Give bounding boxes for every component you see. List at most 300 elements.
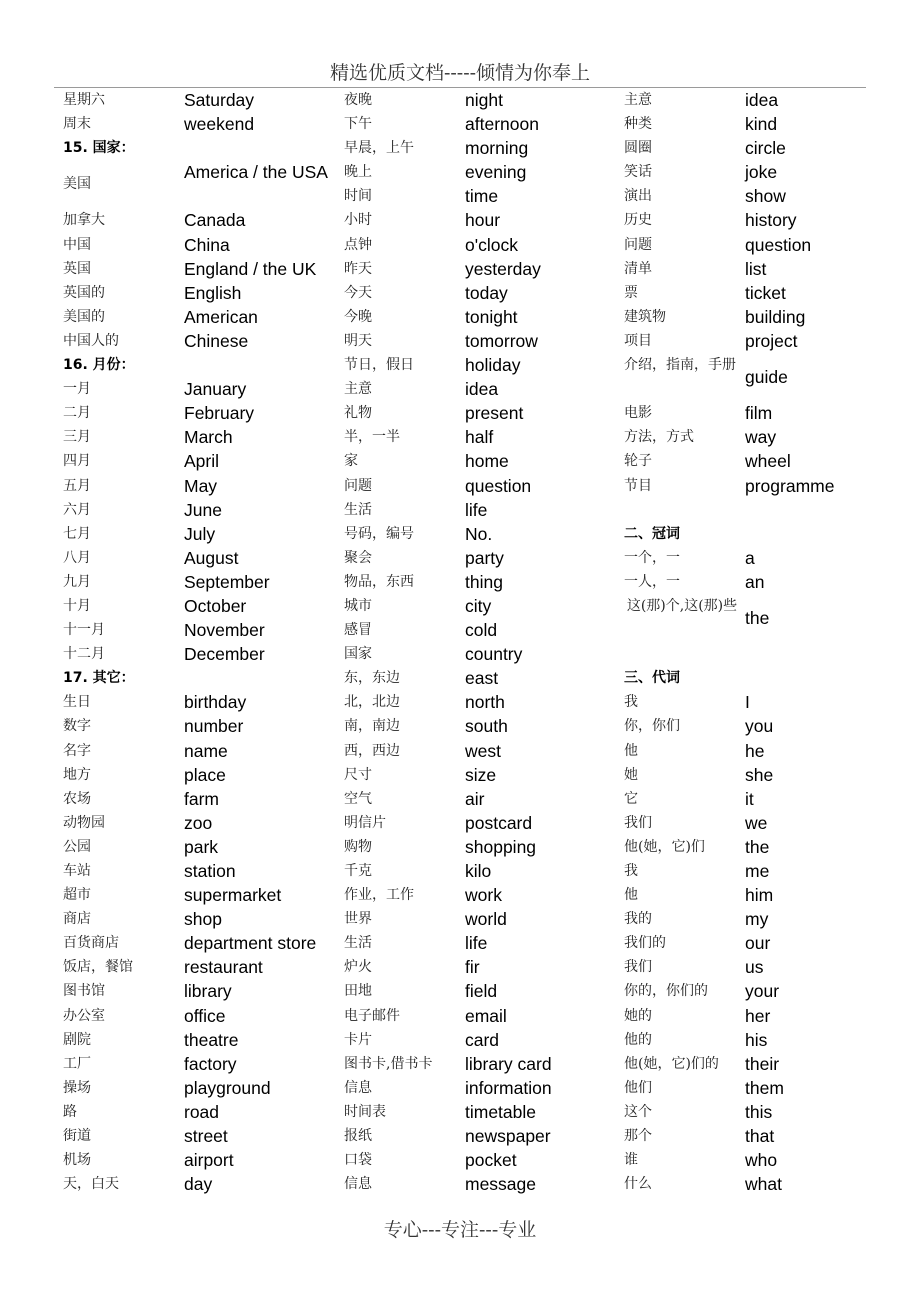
english-term: them <box>745 1077 784 1098</box>
english-term: question <box>465 475 532 496</box>
chinese-term: 信息 <box>344 1176 372 1193</box>
english-term: wheel <box>745 451 791 472</box>
vocab-row <box>344 883 624 907</box>
chinese-term: 节日，假日 <box>344 357 414 374</box>
english-term: October <box>184 595 247 616</box>
english-term: playground <box>184 1077 271 1098</box>
english-term: I <box>745 692 750 713</box>
english-term: street <box>184 1126 228 1147</box>
vocab-row <box>624 739 904 763</box>
chinese-term: 四月 <box>63 453 91 470</box>
vocab-row <box>63 208 343 232</box>
page-header: 精选优质文档-----倾情为你奉上 <box>329 62 591 84</box>
chinese-term: 十二月 <box>63 646 105 663</box>
vocab-column-1 <box>63 88 343 1196</box>
english-term: evening <box>465 162 527 183</box>
vocab-row <box>624 208 904 232</box>
english-term: half <box>465 427 494 448</box>
chinese-term: 八月 <box>63 549 91 566</box>
english-term: newspaper <box>465 1126 551 1147</box>
vocab-row <box>344 449 624 473</box>
english-term: their <box>745 1053 780 1074</box>
english-term: January <box>184 379 247 400</box>
chinese-term: 笑话 <box>624 164 652 181</box>
chinese-term: 方法，方式 <box>624 429 694 446</box>
english-term: her <box>745 1005 771 1026</box>
vocab-row <box>63 690 343 714</box>
vocab-row <box>344 859 624 883</box>
chinese-term: 炉火 <box>344 959 372 976</box>
vocab-row <box>63 642 343 666</box>
blank-row <box>624 642 904 666</box>
english-term: zoo <box>184 812 213 833</box>
chinese-term: 街道 <box>63 1128 91 1145</box>
english-term: America / the USA <box>184 162 328 183</box>
chinese-term: 中国 <box>63 236 91 253</box>
vocab-row <box>624 184 904 208</box>
vocab-row <box>63 594 343 618</box>
chinese-term: 他 <box>624 887 638 904</box>
chinese-term: 那个 <box>624 1128 652 1145</box>
chinese-term: 我们 <box>624 814 652 831</box>
english-term: him <box>745 885 774 906</box>
vocab-row <box>63 570 343 594</box>
vocab-row <box>624 955 904 979</box>
chinese-term: 周末 <box>63 116 91 133</box>
chinese-term: 谁 <box>624 1152 638 1169</box>
vocab-row <box>63 305 343 329</box>
chinese-term: 他(她，它)们 <box>624 838 705 855</box>
chinese-term: 生日 <box>63 694 91 711</box>
english-term: an <box>745 571 765 592</box>
vocab-row <box>344 88 624 112</box>
section-heading: 15. 国家： <box>63 140 135 157</box>
english-term: No. <box>465 523 493 544</box>
english-term: home <box>465 451 509 472</box>
vocab-row <box>344 690 624 714</box>
english-term: air <box>465 788 485 809</box>
chinese-term: 世界 <box>344 911 372 928</box>
vocab-row <box>624 88 904 112</box>
vocab-row <box>63 112 343 136</box>
chinese-term: 今晚 <box>344 308 372 325</box>
chinese-term: 时间表 <box>344 1103 386 1120</box>
english-term: February <box>184 403 255 424</box>
vocab-row <box>624 714 904 738</box>
english-term: we <box>745 812 768 833</box>
vocab-row <box>344 522 624 546</box>
chinese-term: 操场 <box>63 1079 91 1096</box>
vocab-row <box>344 1124 624 1148</box>
vocab-row <box>624 1004 904 1028</box>
english-term: afternoon <box>465 114 539 135</box>
chinese-term: 他(她，它)们的 <box>624 1055 719 1072</box>
section-heading-row <box>63 136 343 160</box>
vocab-row <box>63 1004 343 1028</box>
english-term: restaurant <box>184 957 263 978</box>
english-term: August <box>184 547 239 568</box>
english-term: life <box>465 933 488 954</box>
english-term: farm <box>184 788 219 809</box>
chinese-term: 饭店，餐馆 <box>63 959 133 976</box>
english-term: us <box>745 957 764 978</box>
english-term: project <box>745 330 798 351</box>
english-term: email <box>465 1005 507 1026</box>
english-term: morning <box>465 138 529 159</box>
english-term: supermarket <box>184 885 282 906</box>
vocab-row <box>624 1076 904 1100</box>
vocab-row <box>624 1052 904 1076</box>
chinese-term: 票 <box>624 284 638 301</box>
english-term: his <box>745 1029 768 1050</box>
english-term: the <box>745 607 770 628</box>
chinese-term: 尺寸 <box>344 766 372 783</box>
chinese-term: 美国 <box>63 176 91 193</box>
chinese-term: 演出 <box>624 188 652 205</box>
vocab-row <box>344 594 624 618</box>
chinese-term: 物品，东西 <box>344 573 414 590</box>
chinese-term: 加拿大 <box>63 212 105 229</box>
english-term: she <box>745 764 774 785</box>
english-term: ticket <box>745 282 786 303</box>
vocab-row <box>344 763 624 787</box>
vocab-row <box>344 474 624 498</box>
english-term: world <box>465 909 507 930</box>
english-term: cold <box>465 620 498 641</box>
chinese-term: 国家 <box>344 646 372 663</box>
vocab-row <box>344 377 624 401</box>
chinese-term: 生活 <box>344 501 372 518</box>
english-term: postcard <box>465 812 533 833</box>
chinese-term: 报纸 <box>344 1128 372 1145</box>
english-term: birthday <box>184 692 247 713</box>
vocab-row <box>63 401 343 425</box>
english-term: today <box>465 282 508 303</box>
english-term: a <box>745 547 755 568</box>
vocab-row <box>63 955 343 979</box>
english-term: history <box>745 210 797 231</box>
english-term: Saturday <box>184 90 255 110</box>
vocab-row <box>344 811 624 835</box>
chinese-term: 这(那)个,这(那)些 <box>626 597 738 614</box>
english-term: station <box>184 861 236 881</box>
english-term: holiday <box>465 355 521 376</box>
chinese-term: 号码，编号 <box>344 525 414 542</box>
english-term: city <box>465 595 492 616</box>
vocab-row <box>624 233 904 257</box>
chinese-term: 车站 <box>63 863 91 879</box>
chinese-term: 礼物 <box>344 405 372 422</box>
english-term: July <box>184 523 216 544</box>
chinese-term: 剧院 <box>63 1031 91 1048</box>
chinese-term: 商店 <box>63 911 91 928</box>
english-term: size <box>465 764 497 785</box>
chinese-term: 六月 <box>63 501 91 518</box>
section-heading-row <box>624 522 904 546</box>
vocab-row <box>63 522 343 546</box>
chinese-term: 超市 <box>63 887 91 904</box>
english-term: China <box>184 234 230 255</box>
chinese-term: 英国的 <box>63 284 105 301</box>
english-term: factory <box>184 1053 237 1074</box>
chinese-term: 图书卡,借书卡 <box>344 1055 433 1072</box>
english-term: information <box>465 1077 552 1098</box>
english-term: question <box>745 234 812 255</box>
english-term: your <box>745 981 780 1002</box>
english-term: it <box>745 788 754 809</box>
chinese-term: 这个 <box>624 1103 652 1120</box>
chinese-term: 夜晚 <box>344 92 372 108</box>
vocab-row <box>63 811 343 835</box>
chinese-term: 他的 <box>624 1031 652 1048</box>
english-term: September <box>184 571 270 592</box>
chinese-term: 城市 <box>344 597 372 614</box>
vocab-row <box>344 907 624 931</box>
vocab-row <box>624 883 904 907</box>
english-term: present <box>465 403 524 424</box>
english-term: hour <box>465 210 501 231</box>
chinese-term: 你，你们 <box>624 718 680 735</box>
english-term: day <box>184 1174 213 1195</box>
section-heading: 16. 月份： <box>63 357 135 374</box>
english-term: Chinese <box>184 330 249 351</box>
english-term: night <box>465 90 503 110</box>
vocab-row <box>344 498 624 522</box>
english-term: December <box>184 644 265 665</box>
english-term: my <box>745 909 769 930</box>
chinese-term: 天，白天 <box>63 1176 119 1193</box>
english-term: name <box>184 740 228 761</box>
vocab-row <box>63 329 343 353</box>
english-term: o'clock <box>465 234 518 255</box>
chinese-term: 清单 <box>624 260 652 277</box>
english-term: message <box>465 1174 537 1195</box>
chinese-term: 九月 <box>63 573 91 590</box>
chinese-term: 口袋 <box>344 1152 372 1169</box>
chinese-term: 工厂 <box>63 1055 91 1072</box>
english-term: that <box>745 1126 775 1147</box>
english-term: building <box>745 306 806 327</box>
vocab-row <box>63 377 343 401</box>
english-term: American <box>184 306 258 327</box>
chinese-term: 千克 <box>344 863 372 879</box>
chinese-term: 我的 <box>624 911 652 928</box>
english-term: thing <box>465 571 503 592</box>
chinese-term: 五月 <box>63 477 91 494</box>
chinese-term: 我 <box>624 863 638 879</box>
english-term: west <box>465 740 501 761</box>
vocab-row <box>344 136 624 160</box>
vocab-row <box>63 739 343 763</box>
vocab-row <box>344 955 624 979</box>
chinese-term: 二月 <box>63 405 91 422</box>
chinese-term: 北，北边 <box>344 694 400 711</box>
section-heading: 17. 其它： <box>63 670 135 687</box>
chinese-term: 西，西边 <box>344 742 400 759</box>
vocab-row <box>63 1052 343 1076</box>
vocab-row <box>344 1052 624 1076</box>
english-term: library <box>184 981 232 1002</box>
english-term: April <box>184 451 220 472</box>
chinese-term: 你的，你们的 <box>624 983 708 1000</box>
chinese-term: 聚会 <box>344 549 372 566</box>
chinese-term: 她的 <box>624 1007 652 1024</box>
chinese-term: 名字 <box>63 742 91 759</box>
chinese-term: 信息 <box>344 1079 372 1096</box>
english-term: November <box>184 620 265 641</box>
vocab-row <box>63 618 343 642</box>
english-term: time <box>465 186 499 207</box>
chinese-term: 一人，一 <box>624 573 680 590</box>
vocab-row <box>63 979 343 1003</box>
chinese-term: 建筑物 <box>624 308 666 325</box>
chinese-term: 星期六 <box>63 92 105 108</box>
vocab-row <box>344 1148 624 1172</box>
english-term: tonight <box>465 306 518 327</box>
vocab-row <box>63 1028 343 1052</box>
vocab-row <box>624 112 904 136</box>
vocab-row <box>344 787 624 811</box>
chinese-term: 数字 <box>63 718 91 735</box>
english-term: card <box>465 1029 500 1050</box>
vocab-row <box>624 546 904 570</box>
chinese-term: 历史 <box>624 212 652 229</box>
vocab-row <box>63 859 343 883</box>
chinese-term: 英国 <box>63 260 91 277</box>
vocab-row <box>344 160 624 184</box>
vocab-row <box>344 931 624 955</box>
english-term: joke <box>745 162 778 183</box>
vocab-row <box>63 474 343 498</box>
vocab-row <box>63 1148 343 1172</box>
english-term: field <box>465 981 498 1002</box>
chinese-term: 我 <box>624 694 638 711</box>
chinese-term: 机场 <box>63 1152 91 1169</box>
chinese-term: 电影 <box>624 405 652 422</box>
chinese-term: 百货商店 <box>63 935 119 952</box>
chinese-term: 问题 <box>624 236 652 253</box>
vocab-column-2 <box>344 88 624 1196</box>
chinese-term: 明天 <box>344 332 372 349</box>
chinese-term: 他 <box>624 742 638 759</box>
chinese-term: 东，东边 <box>344 670 400 687</box>
chinese-term: 晚上 <box>344 164 372 181</box>
chinese-term: 问题 <box>344 477 372 494</box>
vocab-row <box>63 883 343 907</box>
chinese-term: 十一月 <box>63 622 105 639</box>
vocab-row <box>344 112 624 136</box>
chinese-term: 点钟 <box>344 236 372 253</box>
english-term: timetable <box>465 1101 537 1122</box>
chinese-term: 昨天 <box>344 260 372 277</box>
english-term: guide <box>745 367 788 388</box>
vocab-row <box>344 401 624 425</box>
vocab-row <box>344 1076 624 1100</box>
chinese-term: 地方 <box>63 766 91 783</box>
page-footer: 专心---专注---专业 <box>383 1219 537 1241</box>
chinese-term: 图书馆 <box>63 983 105 1000</box>
vocab-row <box>624 160 904 184</box>
vocab-row <box>624 594 904 642</box>
section-heading-row <box>624 666 904 690</box>
vocab-row <box>344 208 624 232</box>
english-term: party <box>465 547 504 568</box>
vocab-row <box>344 642 624 666</box>
chinese-term: 今天 <box>344 284 372 301</box>
vocab-row <box>344 570 624 594</box>
vocab-row <box>63 763 343 787</box>
chinese-term: 七月 <box>63 525 91 542</box>
english-term: fir <box>465 957 480 978</box>
vocab-row <box>63 1124 343 1148</box>
chinese-term: 公园 <box>63 838 91 855</box>
english-term: south <box>465 716 508 737</box>
chinese-term: 节目 <box>624 477 652 494</box>
english-term: life <box>465 499 488 520</box>
english-term: May <box>184 475 218 496</box>
vocab-row <box>624 787 904 811</box>
chinese-term: 电子邮件 <box>344 1007 400 1024</box>
vocab-row <box>344 1028 624 1052</box>
chinese-term: 家 <box>344 453 358 470</box>
vocab-row <box>624 1172 904 1196</box>
vocab-row <box>624 763 904 787</box>
vocab-row <box>624 401 904 425</box>
chinese-term: 项目 <box>624 332 652 349</box>
vocab-row <box>63 88 343 112</box>
section-heading: 三、代词 <box>624 670 680 687</box>
chinese-term: 它 <box>624 790 638 807</box>
english-term: what <box>745 1174 782 1195</box>
vocab-row <box>624 136 904 160</box>
chinese-term: 明信片 <box>344 814 386 831</box>
vocab-row <box>624 1100 904 1124</box>
chinese-term: 半，一半 <box>344 429 400 446</box>
vocab-row <box>344 353 624 377</box>
english-term: list <box>745 258 767 279</box>
vocab-row <box>63 257 343 281</box>
vocab-row <box>63 281 343 305</box>
vocab-row <box>624 425 904 449</box>
vocab-row <box>344 739 624 763</box>
chinese-term: 我们 <box>624 959 652 976</box>
chinese-term: 十月 <box>63 597 91 614</box>
vocab-row <box>63 787 343 811</box>
english-term: idea <box>745 90 779 110</box>
vocab-row <box>624 257 904 281</box>
english-term: weekend <box>184 114 255 135</box>
vocab-row <box>344 184 624 208</box>
chinese-term: 介绍，指南，手册 <box>624 357 736 374</box>
vocab-row <box>624 570 904 594</box>
english-term: road <box>184 1101 220 1122</box>
vocab-row <box>344 281 624 305</box>
vocab-row <box>624 353 904 401</box>
vocab-row <box>624 305 904 329</box>
english-term: June <box>184 499 222 520</box>
english-term: our <box>745 933 771 954</box>
english-term: circle <box>745 138 786 159</box>
chinese-term: 中国人的 <box>63 332 119 349</box>
chinese-term: 一个，一 <box>624 549 680 566</box>
vocab-row <box>344 979 624 1003</box>
chinese-term: 轮子 <box>624 453 652 470</box>
vocab-row <box>624 859 904 883</box>
chinese-term: 我们的 <box>624 935 666 952</box>
vocab-row <box>344 835 624 859</box>
english-term: east <box>465 668 499 689</box>
english-term: park <box>184 836 219 857</box>
